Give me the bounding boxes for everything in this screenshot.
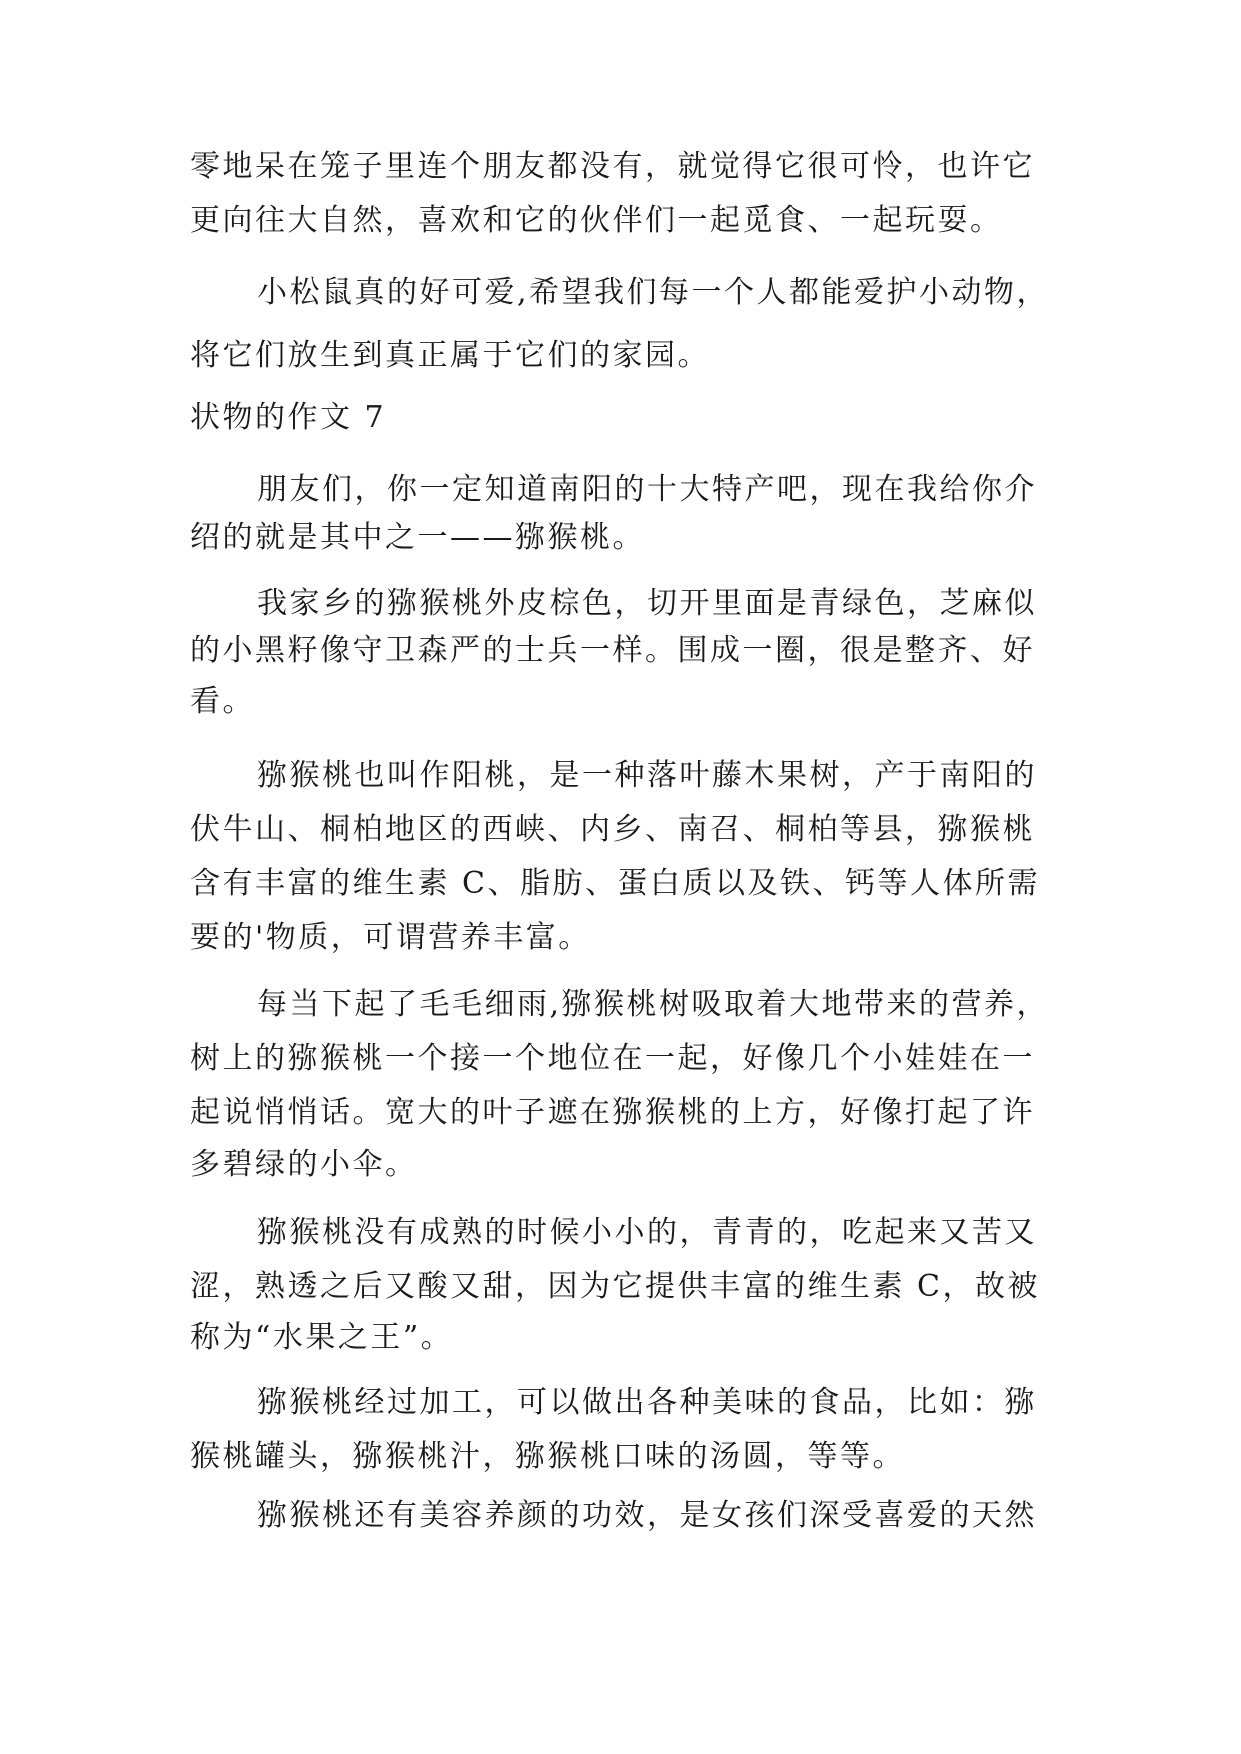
paragraph-first-line: 猕猴桃经过加工，可以做出各种美味的食品，比如：猕 [257, 1385, 1037, 1420]
text-line: 将它们放生到真正属于它们的家园。 [190, 338, 710, 373]
text-line: 树上的猕猴桃一个接一个地位在一起，好像几个小娃娃在一 [190, 1041, 1035, 1076]
paragraph-first-line: 猕猴桃没有成熟的时候小小的，青青的，吃起来又苦又 [257, 1215, 1037, 1250]
text-line: 的小黑籽像守卫森严的士兵一样。围成一圈，很是整齐、好 [190, 633, 1035, 668]
paragraph-first-line: 猕猴桃还有美容养颜的功效，是女孩们深受喜爱的天然 [257, 1498, 1037, 1533]
text-line: 零地呆在笼子里连个朋友都没有，就觉得它很可怜，也许它 [190, 149, 1035, 184]
text-line: 看。 [190, 684, 255, 719]
text-line: 含有丰富的维生素 C、脂肪、蛋白质以及铁、钙等人体所需 [190, 866, 1040, 901]
paragraph-first-line: 每当下起了毛毛细雨,猕猴桃树吸取着大地带来的营养， [257, 987, 1050, 1022]
text-line: 要的'物质，可谓营养丰富。 [190, 920, 591, 955]
text-line: 伏牛山、桐柏地区的西峡、内乡、南召、桐柏等县，猕猴桃 [190, 812, 1035, 847]
text-line: 更向往大自然，喜欢和它的伙伴们一起觅食、一起玩耍。 [190, 203, 1003, 238]
text-line: 多碧绿的小伞。 [190, 1147, 418, 1182]
text-line: 称为“水果之王”。 [190, 1320, 454, 1355]
text-line: 绍的就是其中之一——猕猴桃。 [190, 520, 645, 555]
text-line: 起说悄悄话。宽大的叶子遮在猕猴桃的上方，好像打起了许 [190, 1095, 1035, 1130]
text-line: 涩，熟透之后又酸又甜，因为它提供丰富的维生素 C，故被 [190, 1269, 1040, 1304]
paragraph-first-line: 小松鼠真的好可爱,希望我们每一个人都能爱护小动物， [257, 275, 1050, 310]
section-heading: 状物的作文 7 [190, 400, 387, 435]
paragraph-first-line: 猕猴桃也叫作阳桃，是一种落叶藤木果树，产于南阳的 [257, 758, 1037, 793]
text-line: 猴桃罐头，猕猴桃汁，猕猴桃口味的汤圆，等等。 [190, 1439, 905, 1474]
paragraph-first-line: 朋友们，你一定知道南阳的十大特产吧，现在我给你介 [257, 472, 1037, 507]
paragraph-first-line: 我家乡的猕猴桃外皮棕色，切开里面是青绿色，芝麻似 [257, 586, 1037, 621]
